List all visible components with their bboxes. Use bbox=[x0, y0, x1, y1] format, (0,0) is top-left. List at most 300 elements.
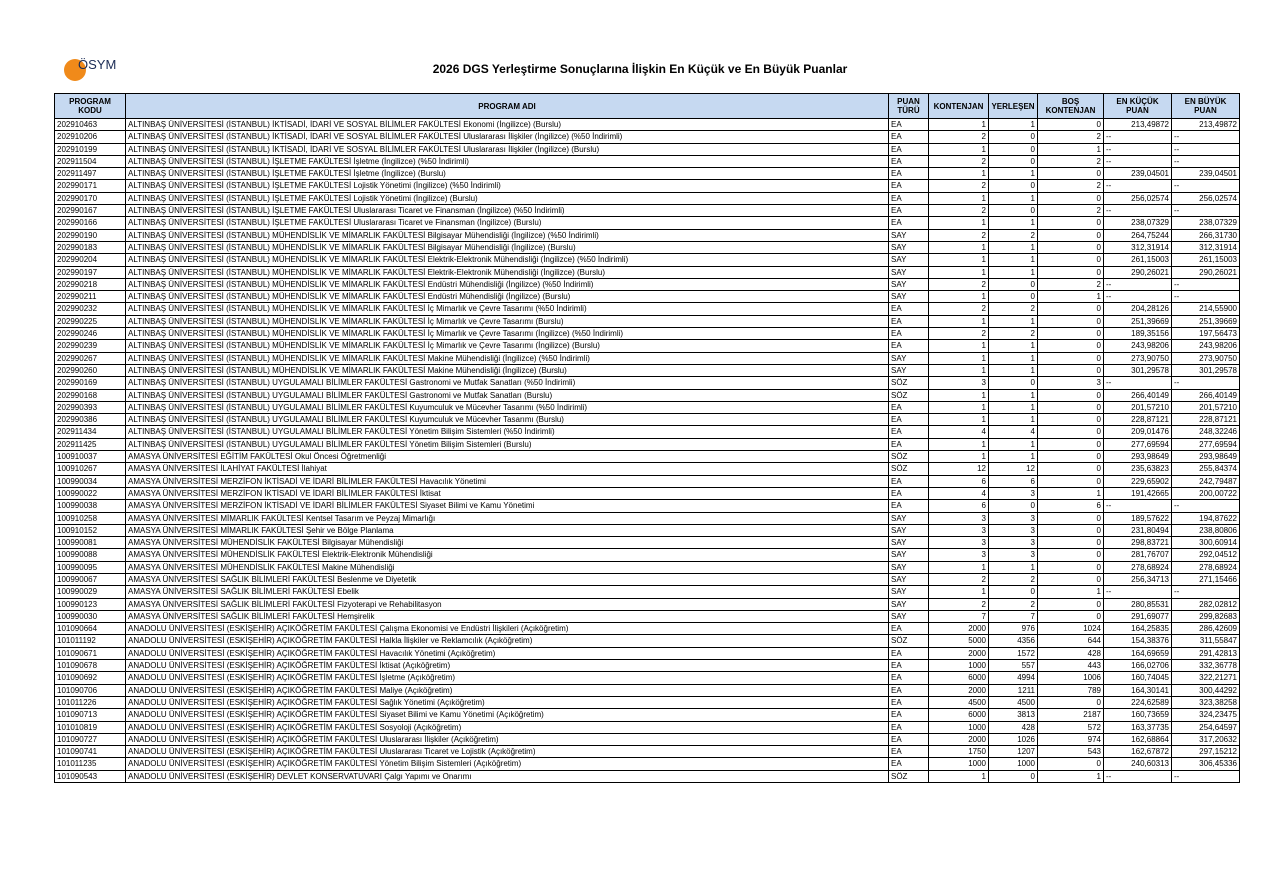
table-row bbox=[55, 623, 1240, 635]
cell-kontenjan: 1 bbox=[929, 770, 989, 782]
cell-yerlesen: 1 bbox=[989, 315, 1038, 327]
cell-program-adi: ALTINBAŞ ÜNİVERSİTESİ (İSTANBUL) İKTİSADİ, İDARİ VE SOSYAL BİLİMLER FAKÜLTESİ Uluslararası İlişkiler (İngilizce) (%50 İndirimli) bbox=[126, 131, 889, 143]
table-row bbox=[55, 512, 1240, 524]
cell-program-adi: ALTINBAŞ ÜNİVERSİTESİ (İSTANBUL) İŞLETME FAKÜLTESİ Lojistik Yönetimi (İngilizce) (%50 İndirimli) bbox=[126, 180, 889, 192]
cell-en-kucuk-puan: -- bbox=[1104, 500, 1172, 512]
cell-puan-turu: EA bbox=[889, 414, 929, 426]
cell-program-kodu: 202990393 bbox=[55, 401, 126, 413]
cell-en-buyuk-puan: 273,90750 bbox=[1172, 352, 1240, 364]
cell-yerlesen: 6 bbox=[989, 475, 1038, 487]
cell-en-buyuk-puan: 255,84374 bbox=[1172, 463, 1240, 475]
cell-yerlesen: 1207 bbox=[989, 746, 1038, 758]
cell-kontenjan: 4 bbox=[929, 426, 989, 438]
cell-bos-kontenjan: 0 bbox=[1038, 463, 1104, 475]
cell-program-kodu: 202990239 bbox=[55, 340, 126, 352]
cell-puan-turu: EA bbox=[889, 709, 929, 721]
cell-program-adi: AMASYA ÜNİVERSİTESİ MİMARLIK FAKÜLTESİ Şehir ve Bölge Planlama bbox=[126, 524, 889, 536]
cell-program-kodu: 202911434 bbox=[55, 426, 126, 438]
cell-en-kucuk-puan: 301,29578 bbox=[1104, 364, 1172, 376]
cell-yerlesen: 1211 bbox=[989, 684, 1038, 696]
cell-program-kodu: 202990386 bbox=[55, 414, 126, 426]
cell-yerlesen: 428 bbox=[989, 721, 1038, 733]
cell-puan-turu: SÖZ bbox=[889, 463, 929, 475]
cell-program-kodu: 100910037 bbox=[55, 451, 126, 463]
cell-program-adi: ALTINBAŞ ÜNİVERSİTESİ (İSTANBUL) MÜHENDİSLİK VE MİMARLIK FAKÜLTESİ İç Mimarlık ve Çevre Tasarımı (%50 İndirimli) bbox=[126, 303, 889, 315]
cell-en-kucuk-puan: -- bbox=[1104, 143, 1172, 155]
table-row bbox=[55, 143, 1240, 155]
cell-puan-turu: EA bbox=[889, 660, 929, 672]
cell-program-adi: ALTINBAŞ ÜNİVERSİTESİ (İSTANBUL) MÜHENDİSLİK VE MİMARLIK FAKÜLTESİ Makine Mühendisliği (İngilizce) (Burslu) bbox=[126, 364, 889, 376]
cell-program-kodu: 202911497 bbox=[55, 168, 126, 180]
cell-kontenjan: 7 bbox=[929, 610, 989, 622]
cell-puan-turu: SÖZ bbox=[889, 377, 929, 389]
cell-puan-turu: SÖZ bbox=[889, 389, 929, 401]
cell-yerlesen: 0 bbox=[989, 770, 1038, 782]
cell-kontenjan: 3 bbox=[929, 512, 989, 524]
cell-en-kucuk-puan: 256,02574 bbox=[1104, 192, 1172, 204]
cell-bos-kontenjan: 0 bbox=[1038, 561, 1104, 573]
cell-en-buyuk-puan: 297,15212 bbox=[1172, 746, 1240, 758]
table-row bbox=[55, 401, 1240, 413]
cell-puan-turu: EA bbox=[889, 303, 929, 315]
cell-en-buyuk-puan: -- bbox=[1172, 291, 1240, 303]
table-row bbox=[55, 328, 1240, 340]
table-row bbox=[55, 278, 1240, 290]
cell-program-adi: ALTINBAŞ ÜNİVERSİTESİ (İSTANBUL) İŞLETME FAKÜLTESİ İşletme (İngilizce) (Burslu) bbox=[126, 168, 889, 180]
cell-yerlesen: 7 bbox=[989, 610, 1038, 622]
cell-program-kodu: 202990190 bbox=[55, 229, 126, 241]
cell-en-kucuk-puan: 239,04501 bbox=[1104, 168, 1172, 180]
cell-puan-turu: SAY bbox=[889, 610, 929, 622]
cell-program-kodu: 202990170 bbox=[55, 192, 126, 204]
cell-program-adi: ALTINBAŞ ÜNİVERSİTESİ (İSTANBUL) MÜHENDİSLİK VE MİMARLIK FAKÜLTESİ İç Mimarlık ve Çevre Tasarımı (İngilizce) (%50 İndirimli) bbox=[126, 328, 889, 340]
cell-kontenjan: 1 bbox=[929, 401, 989, 413]
cell-yerlesen: 0 bbox=[989, 377, 1038, 389]
cell-program-adi: AMASYA ÜNİVERSİTESİ SAĞLIK BİLİMLERİ FAKÜLTESİ Beslenme ve Diyetetik bbox=[126, 573, 889, 585]
table-row bbox=[55, 131, 1240, 143]
cell-bos-kontenjan: 974 bbox=[1038, 733, 1104, 745]
cell-en-kucuk-puan: 162,68864 bbox=[1104, 733, 1172, 745]
table-row bbox=[55, 414, 1240, 426]
cell-kontenjan: 3 bbox=[929, 377, 989, 389]
cell-en-buyuk-puan: 286,42609 bbox=[1172, 623, 1240, 635]
cell-en-buyuk-puan: -- bbox=[1172, 377, 1240, 389]
cell-bos-kontenjan: 0 bbox=[1038, 328, 1104, 340]
cell-kontenjan: 2000 bbox=[929, 733, 989, 745]
cell-program-kodu: 100990022 bbox=[55, 487, 126, 499]
cell-yerlesen: 3 bbox=[989, 487, 1038, 499]
cell-bos-kontenjan: 0 bbox=[1038, 192, 1104, 204]
cell-program-kodu: 100910258 bbox=[55, 512, 126, 524]
cell-kontenjan: 2000 bbox=[929, 684, 989, 696]
cell-yerlesen: 4356 bbox=[989, 635, 1038, 647]
cell-puan-turu: EA bbox=[889, 426, 929, 438]
cell-program-kodu: 202990197 bbox=[55, 266, 126, 278]
cell-bos-kontenjan: 0 bbox=[1038, 426, 1104, 438]
table-row bbox=[55, 364, 1240, 376]
table-row bbox=[55, 438, 1240, 450]
cell-program-kodu: 101090671 bbox=[55, 647, 126, 659]
cell-puan-turu: SAY bbox=[889, 254, 929, 266]
cell-program-adi: AMASYA ÜNİVERSİTESİ MERZİFON İKTİSADİ VE İDARİ BİLİMLER FAKÜLTESİ Havacılık Yönetimi bbox=[126, 475, 889, 487]
cell-puan-turu: EA bbox=[889, 721, 929, 733]
cell-program-kodu: 101010819 bbox=[55, 721, 126, 733]
cell-bos-kontenjan: 0 bbox=[1038, 389, 1104, 401]
cell-en-kucuk-puan: 264,75244 bbox=[1104, 229, 1172, 241]
cell-program-adi: AMASYA ÜNİVERSİTESİ SAĞLIK BİLİMLERİ FAKÜLTESİ Fizyoterapi ve Rehabilitasyon bbox=[126, 598, 889, 610]
cell-en-buyuk-puan: 238,80806 bbox=[1172, 524, 1240, 536]
cell-bos-kontenjan: 543 bbox=[1038, 746, 1104, 758]
cell-program-kodu: 202990204 bbox=[55, 254, 126, 266]
cell-en-kucuk-puan: 290,26021 bbox=[1104, 266, 1172, 278]
cell-kontenjan: 2 bbox=[929, 573, 989, 585]
table-row bbox=[55, 537, 1240, 549]
table-row bbox=[55, 684, 1240, 696]
cell-yerlesen: 1 bbox=[989, 254, 1038, 266]
cell-en-buyuk-puan: 317,20632 bbox=[1172, 733, 1240, 745]
cell-yerlesen: 3 bbox=[989, 549, 1038, 561]
col-header-program-kodu: PROGRAM KODU bbox=[55, 94, 126, 119]
cell-bos-kontenjan: 0 bbox=[1038, 451, 1104, 463]
cell-en-kucuk-puan: 251,39669 bbox=[1104, 315, 1172, 327]
cell-en-kucuk-puan: 273,90750 bbox=[1104, 352, 1172, 364]
cell-kontenjan: 2 bbox=[929, 278, 989, 290]
cell-bos-kontenjan: 0 bbox=[1038, 229, 1104, 241]
cell-yerlesen: 1 bbox=[989, 266, 1038, 278]
cell-en-kucuk-puan: -- bbox=[1104, 205, 1172, 217]
cell-program-adi: ALTINBAŞ ÜNİVERSİTESİ (İSTANBUL) MÜHENDİSLİK VE MİMARLIK FAKÜLTESİ Elektrik-Elektronik Mühendisliği (İngilizce) (Burslu) bbox=[126, 266, 889, 278]
cell-yerlesen: 3 bbox=[989, 524, 1038, 536]
cell-yerlesen: 1 bbox=[989, 451, 1038, 463]
cell-puan-turu: EA bbox=[889, 143, 929, 155]
cell-program-kodu: 100990034 bbox=[55, 475, 126, 487]
cell-bos-kontenjan: 1 bbox=[1038, 586, 1104, 598]
table-body bbox=[55, 119, 1240, 783]
cell-program-adi: ANADOLU ÜNİVERSİTESİ (ESKİŞEHİR) AÇIKÖĞRETİM FAKÜLTESİ İşletme (Açıköğretim) bbox=[126, 672, 889, 684]
cell-bos-kontenjan: 0 bbox=[1038, 352, 1104, 364]
col-header-en-buyuk-puan: EN BÜYÜK PUAN bbox=[1172, 94, 1240, 119]
table-row bbox=[55, 610, 1240, 622]
logo-text: ÖSYM bbox=[78, 57, 117, 72]
cell-program-adi: ALTINBAŞ ÜNİVERSİTESİ (İSTANBUL) UYGULAMALI BİLİMLER FAKÜLTESİ Yönetim Bilişim Sistemleri (%50 İndirimli) bbox=[126, 426, 889, 438]
table-row bbox=[55, 561, 1240, 573]
cell-puan-turu: EA bbox=[889, 733, 929, 745]
cell-bos-kontenjan: 0 bbox=[1038, 696, 1104, 708]
cell-en-kucuk-puan: -- bbox=[1104, 131, 1172, 143]
cell-bos-kontenjan: 1 bbox=[1038, 770, 1104, 782]
cell-en-kucuk-puan: 266,40149 bbox=[1104, 389, 1172, 401]
cell-yerlesen: 2 bbox=[989, 303, 1038, 315]
table-row bbox=[55, 389, 1240, 401]
cell-kontenjan: 2 bbox=[929, 205, 989, 217]
cell-puan-turu: EA bbox=[889, 340, 929, 352]
cell-program-kodu: 101090713 bbox=[55, 709, 126, 721]
table-row bbox=[55, 721, 1240, 733]
cell-program-kodu: 202911504 bbox=[55, 155, 126, 167]
cell-puan-turu: EA bbox=[889, 696, 929, 708]
cell-yerlesen: 0 bbox=[989, 291, 1038, 303]
cell-kontenjan: 2 bbox=[929, 598, 989, 610]
cell-program-adi: ANADOLU ÜNİVERSİTESİ (ESKİŞEHİR) AÇIKÖĞRETİM FAKÜLTESİ Uluslararası Ticaret ve Lojistik (Açıköğretim) bbox=[126, 746, 889, 758]
cell-program-kodu: 100990123 bbox=[55, 598, 126, 610]
col-header-yerlesen: YERLEŞEN bbox=[989, 94, 1038, 119]
cell-puan-turu: SAY bbox=[889, 549, 929, 561]
cell-puan-turu: SAY bbox=[889, 598, 929, 610]
cell-en-kucuk-puan: 280,85531 bbox=[1104, 598, 1172, 610]
cell-en-kucuk-puan: 243,98206 bbox=[1104, 340, 1172, 352]
cell-bos-kontenjan: 0 bbox=[1038, 537, 1104, 549]
cell-yerlesen: 4500 bbox=[989, 696, 1038, 708]
table-row bbox=[55, 475, 1240, 487]
cell-puan-turu: SAY bbox=[889, 512, 929, 524]
cell-bos-kontenjan: 2 bbox=[1038, 205, 1104, 217]
cell-bos-kontenjan: 0 bbox=[1038, 241, 1104, 253]
cell-puan-turu: SÖZ bbox=[889, 635, 929, 647]
cell-en-kucuk-puan: 201,57210 bbox=[1104, 401, 1172, 413]
cell-en-buyuk-puan: 300,60914 bbox=[1172, 537, 1240, 549]
cell-en-kucuk-puan: 229,65902 bbox=[1104, 475, 1172, 487]
cell-bos-kontenjan: 0 bbox=[1038, 217, 1104, 229]
cell-yerlesen: 1 bbox=[989, 217, 1038, 229]
cell-program-adi: AMASYA ÜNİVERSİTESİ MÜHENDİSLİK FAKÜLTESİ Elektrik-Elektronik Mühendisliği bbox=[126, 549, 889, 561]
table-row bbox=[55, 426, 1240, 438]
cell-program-adi: AMASYA ÜNİVERSİTESİ SAĞLIK BİLİMLERİ FAKÜLTESİ Hemşirelik bbox=[126, 610, 889, 622]
cell-en-kucuk-puan: 238,07329 bbox=[1104, 217, 1172, 229]
cell-puan-turu: EA bbox=[889, 647, 929, 659]
cell-en-buyuk-puan: 311,55847 bbox=[1172, 635, 1240, 647]
cell-puan-turu: EA bbox=[889, 217, 929, 229]
cell-en-buyuk-puan: 248,32246 bbox=[1172, 426, 1240, 438]
cell-en-buyuk-puan: 266,40149 bbox=[1172, 389, 1240, 401]
cell-program-kodu: 202990166 bbox=[55, 217, 126, 229]
cell-kontenjan: 6 bbox=[929, 500, 989, 512]
cell-program-kodu: 100910267 bbox=[55, 463, 126, 475]
cell-bos-kontenjan: 0 bbox=[1038, 168, 1104, 180]
cell-bos-kontenjan: 0 bbox=[1038, 475, 1104, 487]
cell-en-buyuk-puan: 306,45336 bbox=[1172, 758, 1240, 770]
table-row bbox=[55, 192, 1240, 204]
cell-kontenjan: 1 bbox=[929, 389, 989, 401]
cell-en-buyuk-puan: -- bbox=[1172, 770, 1240, 782]
cell-program-kodu: 100990081 bbox=[55, 537, 126, 549]
cell-program-adi: ANADOLU ÜNİVERSİTESİ (ESKİŞEHİR) AÇIKÖĞRETİM FAKÜLTESİ Siyaset Bilimi ve Kamu Yönetimi (Açıköğretim) bbox=[126, 709, 889, 721]
cell-puan-turu: EA bbox=[889, 401, 929, 413]
cell-en-buyuk-puan: 322,21271 bbox=[1172, 672, 1240, 684]
cell-kontenjan: 4500 bbox=[929, 696, 989, 708]
cell-en-buyuk-puan: 256,02574 bbox=[1172, 192, 1240, 204]
table-row bbox=[55, 254, 1240, 266]
cell-puan-turu: SAY bbox=[889, 573, 929, 585]
cell-en-buyuk-puan: 251,39669 bbox=[1172, 315, 1240, 327]
cell-bos-kontenjan: 0 bbox=[1038, 573, 1104, 585]
cell-bos-kontenjan: 1024 bbox=[1038, 623, 1104, 635]
cell-puan-turu: SAY bbox=[889, 266, 929, 278]
table-row bbox=[55, 770, 1240, 782]
cell-kontenjan: 1 bbox=[929, 451, 989, 463]
cell-yerlesen: 3 bbox=[989, 512, 1038, 524]
cell-en-buyuk-puan: 239,04501 bbox=[1172, 168, 1240, 180]
cell-kontenjan: 12 bbox=[929, 463, 989, 475]
cell-en-buyuk-puan: -- bbox=[1172, 278, 1240, 290]
cell-en-buyuk-puan: 282,02812 bbox=[1172, 598, 1240, 610]
cell-program-kodu: 100990095 bbox=[55, 561, 126, 573]
cell-yerlesen: 0 bbox=[989, 205, 1038, 217]
cell-program-adi: ANADOLU ÜNİVERSİTESİ (ESKİŞEHİR) AÇIKÖĞRETİM FAKÜLTESİ Sosyoloji (Açıköğretim) bbox=[126, 721, 889, 733]
table-row bbox=[55, 635, 1240, 647]
table-row bbox=[55, 758, 1240, 770]
cell-program-adi: ANADOLU ÜNİVERSİTESİ (ESKİŞEHİR) AÇIKÖĞRETİM FAKÜLTESİ Çalışma Ekonomisi ve Endüstri İlişkileri (Açıköğretim) bbox=[126, 623, 889, 635]
cell-puan-turu: SÖZ bbox=[889, 451, 929, 463]
cell-puan-turu: SÖZ bbox=[889, 770, 929, 782]
cell-en-kucuk-puan: 281,76707 bbox=[1104, 549, 1172, 561]
cell-bos-kontenjan: 0 bbox=[1038, 119, 1104, 131]
cell-program-adi: ANADOLU ÜNİVERSİTESİ (ESKİŞEHİR) AÇIKÖĞRETİM FAKÜLTESİ Uluslararası İlişkiler (Açıköğretim) bbox=[126, 733, 889, 745]
cell-program-adi: ALTINBAŞ ÜNİVERSİTESİ (İSTANBUL) MÜHENDİSLİK VE MİMARLIK FAKÜLTESİ Endüstri Mühendisliği (İngilizce) (%50 İndirimli) bbox=[126, 278, 889, 290]
cell-en-buyuk-puan: -- bbox=[1172, 131, 1240, 143]
cell-bos-kontenjan: 0 bbox=[1038, 266, 1104, 278]
table-row bbox=[55, 291, 1240, 303]
results-table bbox=[54, 93, 1240, 783]
cell-bos-kontenjan: 0 bbox=[1038, 254, 1104, 266]
cell-program-kodu: 101090727 bbox=[55, 733, 126, 745]
cell-program-adi: AMASYA ÜNİVERSİTESİ MÜHENDİSLİK FAKÜLTESİ Makine Mühendisliği bbox=[126, 561, 889, 573]
cell-program-kodu: 100990067 bbox=[55, 573, 126, 585]
table-row bbox=[55, 119, 1240, 131]
cell-yerlesen: 3 bbox=[989, 537, 1038, 549]
cell-yerlesen: 0 bbox=[989, 278, 1038, 290]
cell-puan-turu: EA bbox=[889, 684, 929, 696]
table-row bbox=[55, 463, 1240, 475]
cell-en-buyuk-puan: 299,82683 bbox=[1172, 610, 1240, 622]
cell-yerlesen: 2 bbox=[989, 573, 1038, 585]
cell-bos-kontenjan: 428 bbox=[1038, 647, 1104, 659]
cell-en-kucuk-puan: -- bbox=[1104, 180, 1172, 192]
cell-kontenjan: 1 bbox=[929, 254, 989, 266]
table-row bbox=[55, 696, 1240, 708]
cell-program-kodu: 101090543 bbox=[55, 770, 126, 782]
cell-program-adi: AMASYA ÜNİVERSİTESİ MERZİFON İKTİSADİ VE İDARİ BİLİMLER FAKÜLTESİ Siyaset Bilimi ve Kamu Yönetimi bbox=[126, 500, 889, 512]
cell-yerlesen: 1000 bbox=[989, 758, 1038, 770]
cell-kontenjan: 1 bbox=[929, 586, 989, 598]
cell-bos-kontenjan: 2 bbox=[1038, 131, 1104, 143]
cell-kontenjan: 1 bbox=[929, 192, 989, 204]
col-header-program-adi: PROGRAM ADI bbox=[126, 94, 889, 119]
cell-yerlesen: 4 bbox=[989, 426, 1038, 438]
cell-puan-turu: EA bbox=[889, 168, 929, 180]
cell-en-buyuk-puan: 301,29578 bbox=[1172, 364, 1240, 376]
cell-bos-kontenjan: 0 bbox=[1038, 303, 1104, 315]
cell-en-kucuk-puan: 204,28126 bbox=[1104, 303, 1172, 315]
table-row bbox=[55, 487, 1240, 499]
cell-yerlesen: 1 bbox=[989, 168, 1038, 180]
cell-puan-turu: EA bbox=[889, 623, 929, 635]
cell-en-buyuk-puan: 312,31914 bbox=[1172, 241, 1240, 253]
cell-puan-turu: EA bbox=[889, 315, 929, 327]
cell-program-adi: ALTINBAŞ ÜNİVERSİTESİ (İSTANBUL) MÜHENDİSLİK VE MİMARLIK FAKÜLTESİ Endüstri Mühendisliği (İngilizce) (Burslu) bbox=[126, 291, 889, 303]
cell-bos-kontenjan: 2 bbox=[1038, 278, 1104, 290]
cell-kontenjan: 2 bbox=[929, 180, 989, 192]
table-row bbox=[55, 709, 1240, 721]
cell-puan-turu: EA bbox=[889, 131, 929, 143]
cell-kontenjan: 1 bbox=[929, 119, 989, 131]
cell-program-adi: ALTINBAŞ ÜNİVERSİTESİ (İSTANBUL) İKTİSADİ, İDARİ VE SOSYAL BİLİMLER FAKÜLTESİ Uluslararası İlişkiler (İngilizce) (Burslu) bbox=[126, 143, 889, 155]
cell-yerlesen: 1 bbox=[989, 364, 1038, 376]
cell-bos-kontenjan: 6 bbox=[1038, 500, 1104, 512]
cell-puan-turu: EA bbox=[889, 119, 929, 131]
cell-kontenjan: 5000 bbox=[929, 635, 989, 647]
cell-program-adi: ANADOLU ÜNİVERSİTESİ (ESKİŞEHİR) AÇIKÖĞRETİM FAKÜLTESİ Havacılık Yönetimi (Açıköğretim) bbox=[126, 647, 889, 659]
cell-program-adi: AMASYA ÜNİVERSİTESİ MERZİFON İKTİSADİ VE İDARİ BİLİMLER FAKÜLTESİ İktisat bbox=[126, 487, 889, 499]
cell-program-kodu: 202990167 bbox=[55, 205, 126, 217]
cell-en-buyuk-puan: 254,64597 bbox=[1172, 721, 1240, 733]
cell-en-kucuk-puan: -- bbox=[1104, 586, 1172, 598]
cell-yerlesen: 2 bbox=[989, 328, 1038, 340]
cell-en-kucuk-puan: 160,73659 bbox=[1104, 709, 1172, 721]
cell-puan-turu: SAY bbox=[889, 278, 929, 290]
cell-en-buyuk-puan: 243,98206 bbox=[1172, 340, 1240, 352]
cell-kontenjan: 3 bbox=[929, 549, 989, 561]
cell-kontenjan: 1000 bbox=[929, 721, 989, 733]
cell-yerlesen: 1 bbox=[989, 401, 1038, 413]
cell-bos-kontenjan: 789 bbox=[1038, 684, 1104, 696]
cell-program-adi: ALTINBAŞ ÜNİVERSİTESİ (İSTANBUL) UYGULAMALI BİLİMLER FAKÜLTESİ Kuyumculuk ve Mücevher Tasarımı (Burslu) bbox=[126, 414, 889, 426]
cell-program-adi: ANADOLU ÜNİVERSİTESİ (ESKİŞEHİR) AÇIKÖĞRETİM FAKÜLTESİ Yönetim Bilişim Sistemleri (Açıköğretim) bbox=[126, 758, 889, 770]
cell-program-kodu: 100990088 bbox=[55, 549, 126, 561]
cell-bos-kontenjan: 0 bbox=[1038, 524, 1104, 536]
cell-puan-turu: SAY bbox=[889, 524, 929, 536]
table-row bbox=[55, 241, 1240, 253]
cell-program-adi: ANADOLU ÜNİVERSİTESİ (ESKİŞEHİR) AÇIKÖĞRETİM FAKÜLTESİ Maliye (Açıköğretim) bbox=[126, 684, 889, 696]
cell-yerlesen: 4994 bbox=[989, 672, 1038, 684]
cell-bos-kontenjan: 0 bbox=[1038, 512, 1104, 524]
cell-program-adi: ANADOLU ÜNİVERSİTESİ (ESKİŞEHİR) AÇIKÖĞRETİM FAKÜLTESİ Halkla İlişkiler ve Reklamcılık (Açıköğretim) bbox=[126, 635, 889, 647]
cell-yerlesen: 1 bbox=[989, 561, 1038, 573]
cell-kontenjan: 1 bbox=[929, 414, 989, 426]
cell-en-kucuk-puan: 298,83721 bbox=[1104, 537, 1172, 549]
cell-puan-turu: EA bbox=[889, 155, 929, 167]
cell-program-kodu: 100990029 bbox=[55, 586, 126, 598]
cell-kontenjan: 6000 bbox=[929, 672, 989, 684]
cell-kontenjan: 2 bbox=[929, 155, 989, 167]
cell-yerlesen: 0 bbox=[989, 143, 1038, 155]
cell-en-kucuk-puan: 166,02706 bbox=[1104, 660, 1172, 672]
cell-puan-turu: EA bbox=[889, 758, 929, 770]
table-row bbox=[55, 524, 1240, 536]
cell-program-kodu: 101011235 bbox=[55, 758, 126, 770]
cell-puan-turu: SAY bbox=[889, 561, 929, 573]
cell-yerlesen: 0 bbox=[989, 586, 1038, 598]
cell-yerlesen: 12 bbox=[989, 463, 1038, 475]
table-row bbox=[55, 340, 1240, 352]
cell-yerlesen: 1 bbox=[989, 241, 1038, 253]
cell-program-kodu: 101011226 bbox=[55, 696, 126, 708]
table-row bbox=[55, 315, 1240, 327]
cell-en-kucuk-puan: 164,69659 bbox=[1104, 647, 1172, 659]
cell-yerlesen: 1 bbox=[989, 352, 1038, 364]
cell-en-kucuk-puan: 189,35156 bbox=[1104, 328, 1172, 340]
cell-puan-turu: EA bbox=[889, 475, 929, 487]
cell-kontenjan: 1 bbox=[929, 561, 989, 573]
table-row bbox=[55, 746, 1240, 758]
cell-yerlesen: 1572 bbox=[989, 647, 1038, 659]
table-row bbox=[55, 352, 1240, 364]
cell-kontenjan: 1 bbox=[929, 143, 989, 155]
cell-kontenjan: 3 bbox=[929, 524, 989, 536]
cell-en-buyuk-puan: -- bbox=[1172, 205, 1240, 217]
cell-program-adi: AMASYA ÜNİVERSİTESİ İLAHİYAT FAKÜLTESİ İlahiyat bbox=[126, 463, 889, 475]
cell-en-buyuk-puan: 293,98649 bbox=[1172, 451, 1240, 463]
cell-kontenjan: 2 bbox=[929, 131, 989, 143]
